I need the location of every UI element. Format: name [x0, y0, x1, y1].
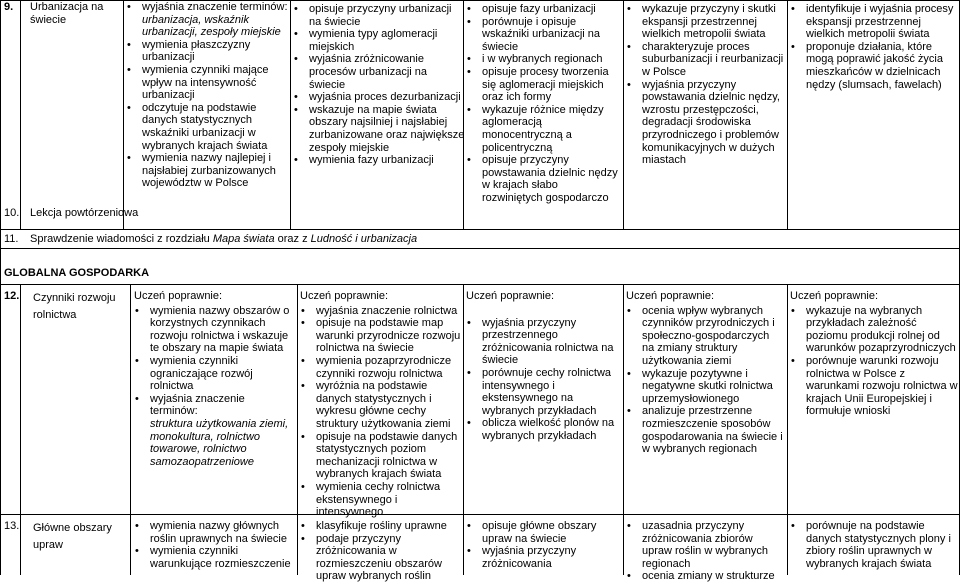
row-12-col-1 — [134, 290, 294, 468]
list-item: • opisuje przyczyny urbanizacji na świecie — [293, 3, 465, 28]
list-item: • wyjaśnia zróżnicowanie procesów urbanizacji na świecie — [293, 53, 465, 91]
col-5-heading: Uczeń poprawnie: — [790, 290, 879, 302]
list-item: • wyjaśnia proces dezurbanizacji — [293, 91, 465, 104]
row-13-col-3 — [466, 520, 621, 570]
list-item: • porównuje cechy rolnictwa intensywnego i ekstensywnego na wybranych przykładach — [466, 367, 621, 417]
list-item: • wykazuje na wybranych przykładach zależność poziomu produkcji rolnej od warunków pozaprzyrodniczych — [790, 305, 958, 355]
list-item: • wykazuje pozytywne i negatywne skutki rolnictwa uprzemysłowionego — [626, 368, 784, 406]
list-item: • wymienia fazy urbanizacji — [293, 154, 465, 167]
list-item: • analizuje przestrzenne rozmieszczenie sposobów gospodarowania na świecie i w wybranych regionach — [626, 405, 784, 455]
list-item: • wymienia nazwy głównych roślin uprawnych na świecie — [134, 520, 294, 545]
list-item: • charakteryzuje proces suburbanizacji i reurbanizacji w Polsce — [626, 41, 784, 79]
list-item: • odczytuje na podstawie danych statystycznych wskaźniki urbanizacji w wybranych krajach świata — [126, 102, 288, 152]
row-9-topic: Urbanizacja na świecie — [30, 1, 104, 26]
list-item: • podaje przyczyny zróżnicowania w rozmieszczeniu obszarów upraw wybranych roślin — [300, 533, 462, 583]
list-item: • wyjaśnia znaczenie terminów: — [126, 1, 288, 14]
col-1-heading: Uczeń poprawnie: — [134, 290, 223, 302]
list-item: • wyjaśnia znaczenie terminów: — [134, 393, 294, 418]
list-item: • wyjaśnia przyczyny przestrzennego zróżnicowania rolnictwa na świecie — [466, 317, 621, 367]
row-12-col-5 — [790, 290, 958, 418]
list-item: • wymienia czynniki warunkujące rozmieszczenie — [134, 545, 294, 570]
list-item: • wyjaśnia przyczyny powstawania dzielnic nędzy, wzrostu przestępczości, degradacji środowiska przyrodniczego i problemów komunikacyjnych w dużych miastach — [626, 79, 784, 167]
row-9-col-5 — [790, 3, 958, 91]
list-item: • wymienia czynniki ograniczające rozwój rolnictwa — [134, 355, 294, 393]
row-9-number: 9. — [4, 1, 14, 13]
list-item: • porównuje na podstawie danych statystycznych plony i zbiory roślin uprawnych w wybranych krajach świata — [790, 520, 958, 570]
section-title: GLOBALNA GOSPODARKA — [4, 267, 150, 279]
list-item: • wymienia nazwy obszarów o korzystnych czynnikach rozwoju rolnictwa i wskazuje te obszary na mapie świata — [134, 305, 294, 355]
col-2-heading: Uczeń poprawnie: — [300, 290, 389, 302]
row-10-number: 10. — [4, 207, 20, 219]
list-item: • oblicza wielkość plonów na wybranych przykładach — [466, 417, 621, 442]
row-11-number: 11. — [4, 233, 19, 245]
row-12-col-4 — [626, 290, 784, 456]
row-9-col-3 — [466, 3, 621, 205]
list-item: • wymienia płaszczyzny urbanizacji — [126, 39, 288, 64]
list-item: • wyjaśnia znaczenie rolnictwa — [300, 305, 462, 318]
list-item: • porównuje warunki rozwoju rolnictwa w Polsce z warunkami rozwoju rolnictwa w krajach Unii Europejskiej i formułuje wnioski — [790, 355, 958, 418]
list-item: • wykazuje różnice między aglomeracją monocentryczną a policentryczną — [466, 104, 621, 154]
list-item: • wykazuje przyczyny i skutki ekspansji przestrzennej wielkich metropolii świata — [626, 3, 784, 41]
list-item: • opisuje na podstawie map warunki przyrodnicze rozwoju rolnictwa na świecie — [300, 317, 462, 355]
list-item: • opisuje przyczyny powstawania dzielnic nędzy w krajach słabo rozwiniętych gospodarczo — [466, 154, 621, 204]
list-item: • identyfikuje i wyjaśnia procesy ekspansji przestrzennej wielkich metropolii świata — [790, 3, 958, 41]
row-13-col-5 — [790, 520, 958, 570]
list-item: • opisuje główne obszary upraw na świecie — [466, 520, 621, 545]
list-item: • opisuje na podstawie danych statystycznych poziom mechanizacji rolnictwa w wybranych krajach świata — [300, 431, 462, 481]
row-13-number: 13. — [4, 520, 20, 532]
row-13-col-4 — [626, 520, 784, 583]
list-item: • wymienia nazwy najlepiej i najsłabiej zurbanizowanych województw w Polsce — [126, 152, 288, 190]
row-10-topic: Lekcja powtórzeniowa — [30, 207, 139, 219]
list-item: • wymienia cechy rolnictwa ekstensywnego i intensywnego — [300, 481, 462, 519]
row-9-col-1 — [126, 1, 288, 190]
list-item: • proponuje działania, które mogą poprawić jakość życia mieszkańców w dzielnicach nędzy (slumsach, fawelach) — [790, 41, 958, 91]
row-13-col-1 — [134, 520, 294, 570]
list-item: • ocenia wpływ wybranych czynników przyrodniczych i społeczno-gospodarczych na zmiany struktury użytkowania ziemi — [626, 305, 784, 368]
row-12-number: 12. — [4, 290, 20, 302]
list-item: • klasyfikuje rośliny uprawne — [300, 520, 462, 533]
list-item: • i w wybranych regionach — [466, 53, 621, 66]
row-9-col-2 — [293, 3, 465, 167]
list-item: • uzasadnia przyczyny zróżnicowania zbiorów upraw roślin w wybranych regionach — [626, 520, 784, 570]
list-item: • opisuje fazy urbanizacji — [466, 3, 621, 16]
list-item: • wskazuje na mapie świata obszary najsilniej i najsłabiej zurbanizowane oraz największe zespoły miejskie — [293, 104, 465, 154]
list-item: • ocenia zmiany w strukturze — [626, 570, 784, 583]
row-13-col-2 — [300, 520, 462, 583]
list-item: • wyjaśnia przyczyny zróżnicowania — [466, 545, 621, 570]
list-item: • wymienia pozaprzyrodnicze czynniki rozwoju rolnictwa — [300, 355, 462, 380]
list-item: • wymienia typy aglomeracji miejskich — [293, 28, 465, 53]
row-11-text: Sprawdzenie wiadomości z rozdziału Mapa świata oraz z Ludność i urbanizacja — [30, 233, 418, 245]
row-12-col-3 — [466, 290, 621, 443]
list-item: urbanizacja, wskaźnik urbanizacji, zespoły miejskie — [142, 13, 281, 39]
col-4-heading: Uczeń poprawnie: — [626, 290, 715, 302]
col-3-heading: Uczeń poprawnie: — [466, 290, 555, 302]
list-item: • opisuje procesy tworzenia się aglomeracji miejskich oraz ich formy — [466, 66, 621, 104]
list-item: • porównuje i opisuje wskaźniki urbanizacji na świecie — [466, 16, 621, 54]
row-12-topic: Czynniki rozwoju rolnictwa — [33, 292, 116, 321]
row-12-col-2 — [300, 290, 462, 519]
list-item: struktura użytkowania ziemi, monokultura, rolnictwo towarowe, rolnictwo samozaopatrzeniowe — [150, 417, 289, 468]
row-9-col-4 — [626, 3, 784, 167]
list-item: • wymienia czynniki mające wpływ na intensywność urbanizacji — [126, 64, 288, 102]
row-13-topic: Główne obszary upraw — [33, 522, 112, 551]
list-item: • wyróżnia na podstawie danych statystycznych i wykresu główne cechy struktury użytkowania ziemi — [300, 380, 462, 430]
